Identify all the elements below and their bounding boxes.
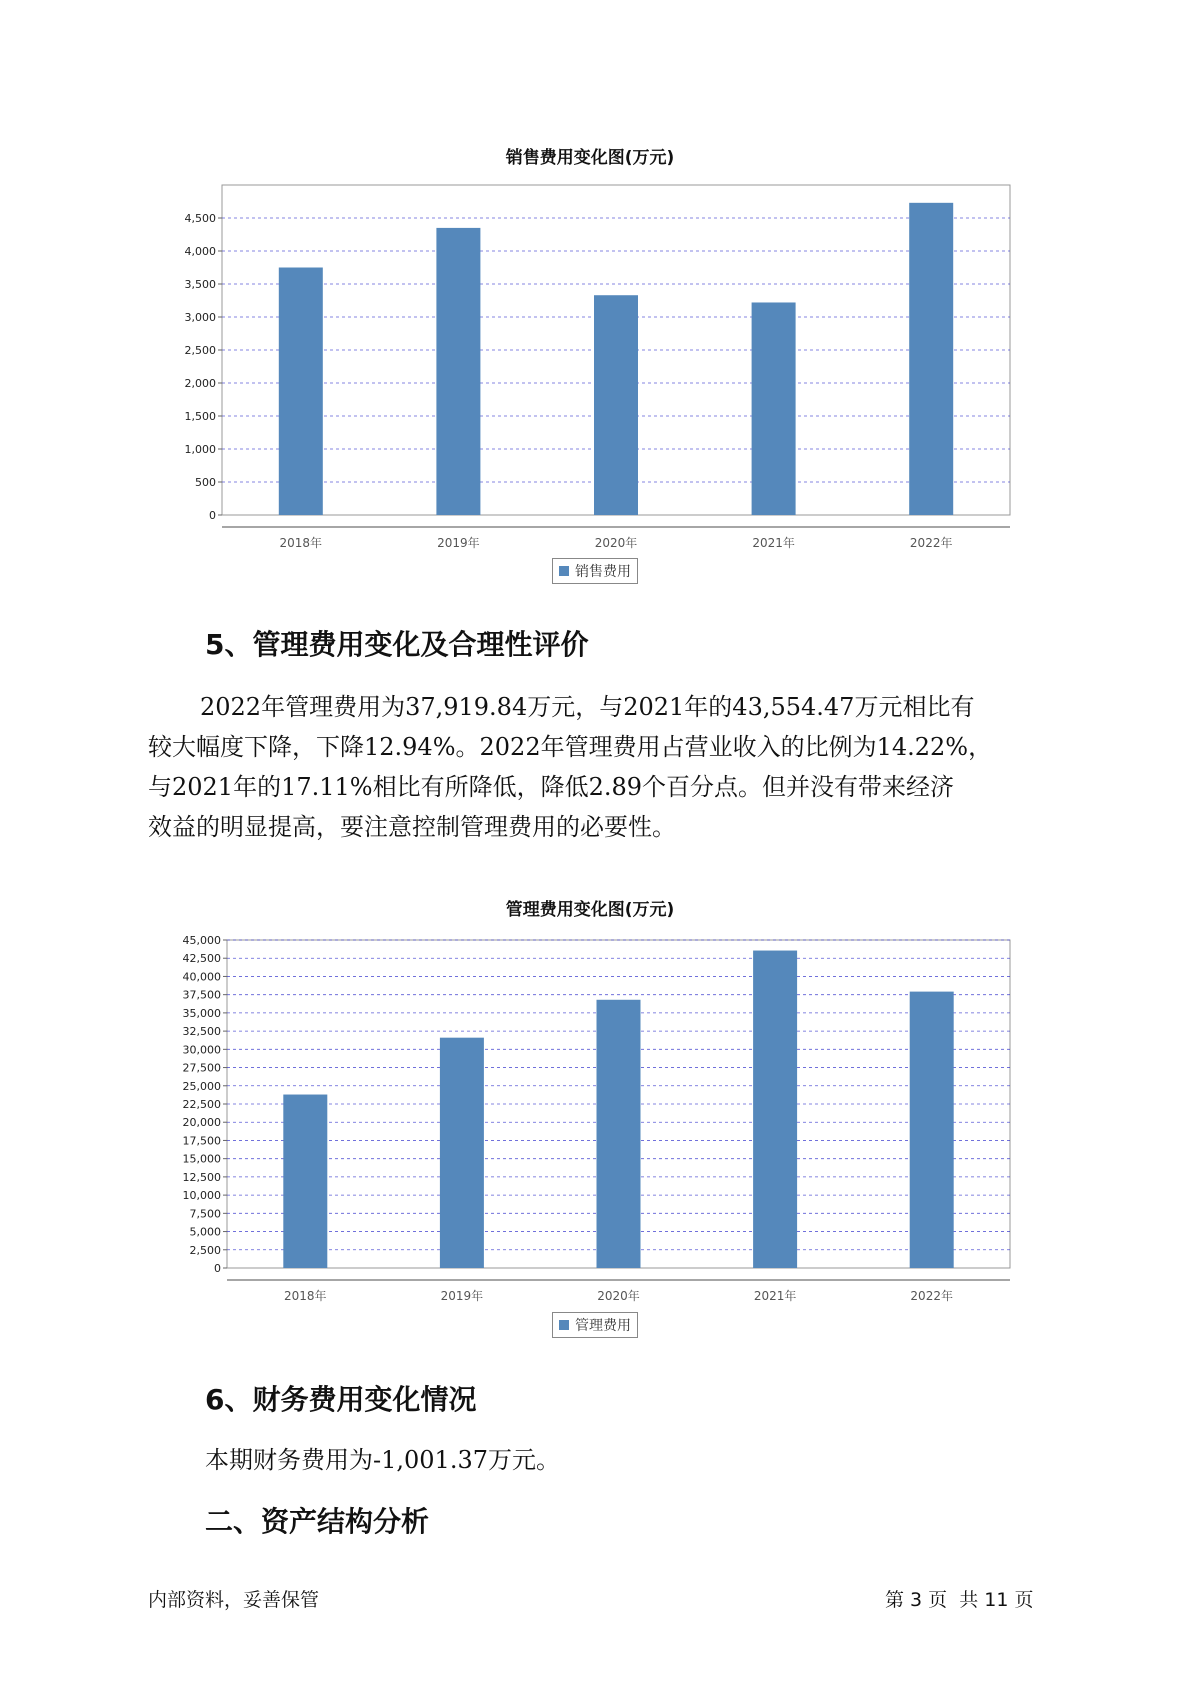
y-tick-label: 27,500 bbox=[182, 1061, 221, 1075]
y-tick-label: 4,500 bbox=[184, 212, 216, 225]
y-tick-label: 2,500 bbox=[184, 344, 216, 357]
y-tick-label: 3,000 bbox=[184, 311, 216, 324]
x-tick-label: 2021年 bbox=[752, 536, 795, 550]
section6-heading: 6、财务费用变化情况 bbox=[205, 1383, 477, 1416]
y-tick-label: 35,000 bbox=[182, 1006, 221, 1020]
chart1-title: 销售费用变化图(万元) bbox=[505, 148, 675, 168]
paragraph-line: 与2021年的17.11%相比有所降低，降低2.89个百分点。但并没有带来经济 bbox=[148, 773, 955, 801]
footer-left: 内部资料，妥善保管 bbox=[148, 1589, 320, 1611]
y-tick-label: 0 bbox=[209, 509, 216, 522]
footer-page-number: 第 3 页 共 11 页 bbox=[885, 1589, 1034, 1611]
y-tick-label: 22,500 bbox=[182, 1098, 221, 1111]
bar bbox=[597, 1000, 641, 1268]
legend-swatch-icon bbox=[559, 1320, 569, 1330]
x-tick-label: 2019年 bbox=[440, 1289, 484, 1303]
paragraph-line: 2022年管理费用为37,919.84万元，与2021年的43,554.47万元相比有 bbox=[200, 693, 975, 721]
x-tick-label: 2020年 bbox=[597, 1289, 640, 1303]
x-tick-label: 2019年 bbox=[437, 536, 480, 550]
y-tick-label: 7,500 bbox=[189, 1207, 221, 1221]
y-tick-label: 4,000 bbox=[184, 245, 216, 258]
bar bbox=[752, 302, 796, 515]
chart2-legend-label: 管理费用 bbox=[575, 1318, 631, 1334]
bar bbox=[440, 1038, 484, 1268]
bar bbox=[753, 951, 797, 1268]
y-tick-label: 30,000 bbox=[182, 1043, 221, 1057]
x-tick-label: 2022年 bbox=[909, 536, 953, 550]
bar bbox=[594, 295, 638, 515]
y-tick-label: 1,500 bbox=[184, 410, 216, 423]
bar bbox=[279, 268, 323, 516]
section5-paragraph bbox=[148, 687, 1068, 847]
y-tick-label: 3,500 bbox=[184, 278, 216, 291]
y-tick-label: 32,500 bbox=[182, 1025, 221, 1039]
bar bbox=[283, 1095, 327, 1268]
paragraph-line: 较大幅度下降，下降12.94%。2022年管理费用占营业收入的比例为14.22%， bbox=[148, 733, 993, 761]
y-tick-label: 17,500 bbox=[182, 1134, 221, 1148]
y-tick-label: 20,000 bbox=[182, 1116, 221, 1130]
x-tick-label: 2021年 bbox=[753, 1289, 797, 1303]
legend-swatch-icon bbox=[559, 566, 569, 576]
y-tick-label: 37,500 bbox=[182, 988, 221, 1002]
chart2-legend bbox=[552, 1312, 638, 1338]
section5-heading: 5、管理费用变化及合理性评价 bbox=[205, 628, 589, 661]
x-tick-label: 2018年 bbox=[279, 536, 323, 550]
y-tick-label: 5,000 bbox=[189, 1225, 221, 1239]
x-tick-label: 2020年 bbox=[594, 536, 638, 550]
y-tick-label: 1,000 bbox=[184, 443, 216, 456]
section2-heading: 二、资产结构分析 bbox=[205, 1505, 430, 1538]
y-tick-label: 2,500 bbox=[189, 1243, 221, 1257]
bar bbox=[910, 992, 954, 1268]
y-tick-label: 10,000 bbox=[182, 1189, 221, 1203]
paragraph-line: 效益的明显提高，要注意控制管理费用的必要性。 bbox=[148, 813, 676, 841]
chart2-title: 管理费用变化图(万元) bbox=[505, 900, 675, 920]
y-tick-label: 40,000 bbox=[182, 970, 221, 984]
y-tick-label: 12,500 bbox=[182, 1170, 221, 1184]
y-tick-label: 2,000 bbox=[184, 377, 216, 390]
admin-expense-chart bbox=[0, 925, 1191, 1325]
section6-paragraph: 本期财务费用为-1,001.37万元。 bbox=[205, 1446, 560, 1474]
y-tick-label: 42,500 bbox=[182, 952, 221, 966]
y-tick-label: 500 bbox=[195, 476, 216, 489]
y-tick-label: 25,000 bbox=[182, 1079, 221, 1093]
y-tick-label: 0 bbox=[214, 1262, 221, 1275]
x-tick-label: 2018年 bbox=[284, 1289, 327, 1303]
bar bbox=[909, 203, 953, 515]
x-tick-label: 2022年 bbox=[910, 1289, 953, 1303]
bar bbox=[436, 228, 480, 515]
y-tick-label: 45,000 bbox=[182, 934, 221, 947]
chart1-legend-label: 销售费用 bbox=[575, 564, 631, 580]
y-tick-label: 15,000 bbox=[182, 1152, 221, 1166]
chart1-legend bbox=[552, 558, 638, 584]
sales-expense-chart bbox=[0, 170, 1191, 590]
